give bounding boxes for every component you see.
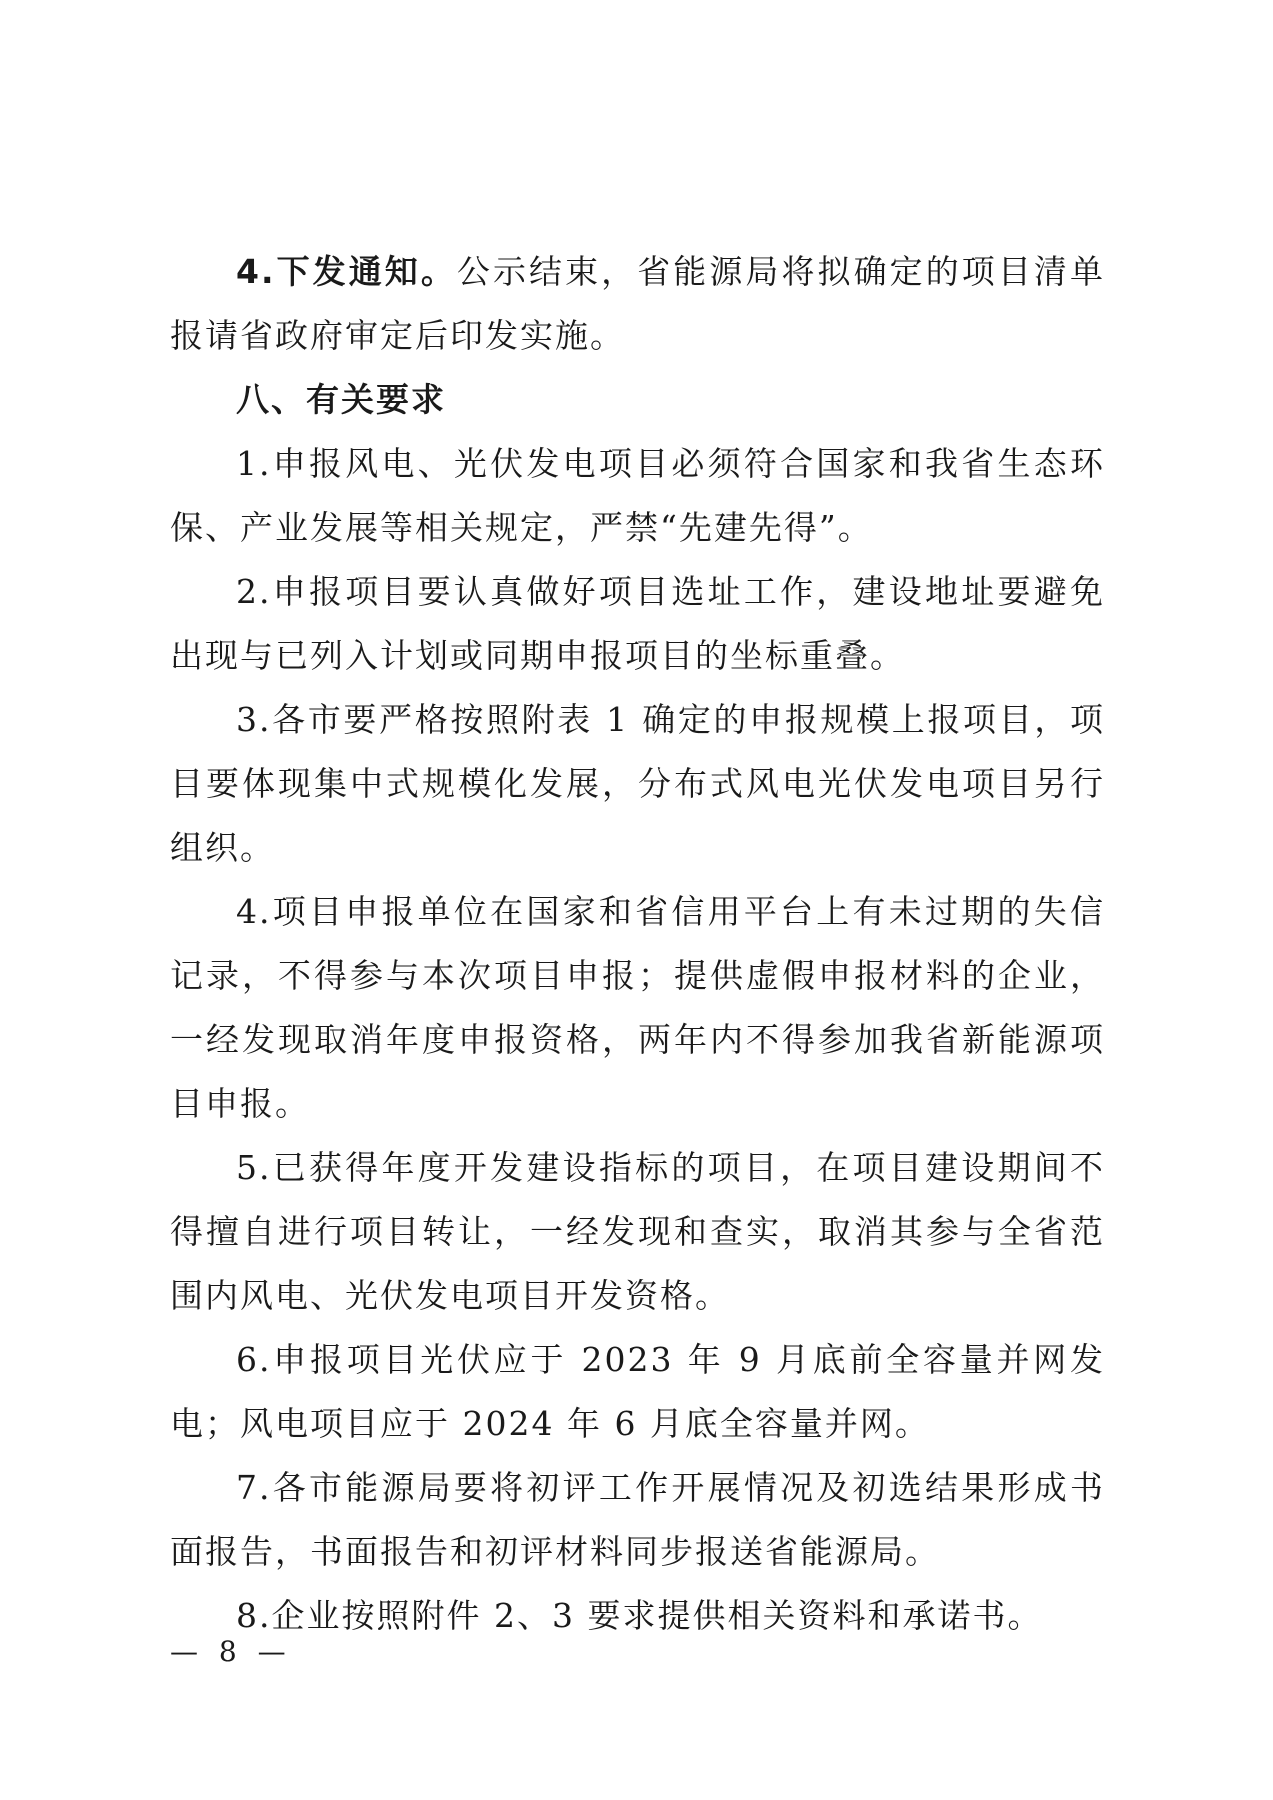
document-body — [170, 240, 1105, 1648]
item-4-text: 公示结束，省能源局将拟确定的项目清单报请省政府审定后印发实施。 — [170, 252, 1105, 355]
requirement-3: 3.各市要严格按照附表 1 确定的申报规模上报项目，项目要体现集中式规模化发展，分布式风电光伏发电项目另行组织。 — [170, 700, 1105, 867]
requirement-1: 1.申报风电、光伏发电项目必须符合国家和我省生态环保、产业发展等相关规定，严禁“先建先得”。 — [170, 444, 1105, 547]
requirement-4: 4.项目申报单位在国家和省信用平台上有未过期的失信记录，不得参与本次项目申报；提供虚假申报材料的企业，一经发现取消年度申报资格，两年内不得参加我省新能源项目申报。 — [170, 892, 1105, 1123]
page-number: — 8 — — [170, 1635, 292, 1668]
requirement-7: 7.各市能源局要将初评工作开展情况及初选结果形成书面报告，书面报告和初评材料同步报送省能源局。 — [170, 1468, 1105, 1571]
section-heading: 八、有关要求 — [236, 380, 446, 419]
item-4-lead: 4.下发通知。 — [236, 252, 457, 291]
requirement-6: 6.申报项目光伏应于 2023 年 9 月底前全容量并网发电；风电项目应于 2024 年 6 月底全容量并网。 — [170, 1340, 1105, 1443]
requirement-5: 5.已获得年度开发建设指标的项目，在项目建设期间不得擅自进行项目转让，一经发现和查实，取消其参与全省范围内风电、光伏发电项目开发资格。 — [170, 1148, 1105, 1315]
requirement-8: 8.企业按照附件 2、3 要求提供相关资料和承诺书。 — [236, 1596, 1043, 1635]
requirement-2: 2.申报项目要认真做好项目选址工作，建设地址要避免出现与已列入计划或同期申报项目的坐标重叠。 — [170, 572, 1105, 675]
item-4-paragraph — [170, 240, 1105, 368]
